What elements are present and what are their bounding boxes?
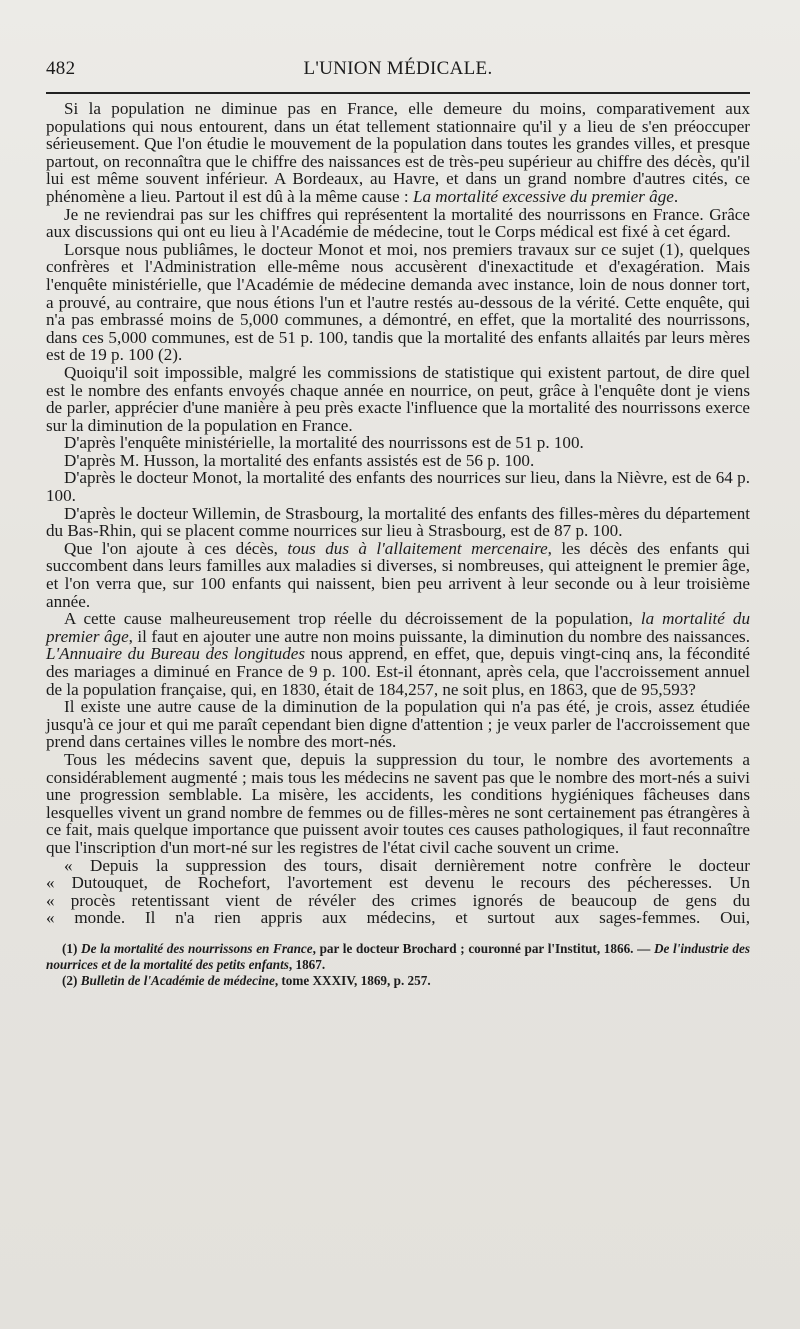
text-run: . bbox=[673, 186, 679, 206]
italic-text: De la mortalité des nourrissons en France bbox=[81, 940, 313, 956]
footnote bbox=[46, 973, 750, 989]
text-run: Quoiqu'il soit impossible, malgré les commissions de statistique qui existent partout, de dire quel est le nombre des enfants envoyés chaque année en nourrice, on peut, grâce à l'enquête dont je viens de parler, apprécier d'une manière à peu près exacte l'influence que la mortalité des nourrissons exerce sur la diminution de la population en France. bbox=[46, 362, 750, 435]
paragraph bbox=[46, 206, 750, 241]
paragraph bbox=[46, 698, 750, 751]
quote-line: « procès retentissant vient de révéler des crimes ignorés de beaucoup de gens du bbox=[46, 890, 750, 910]
text-run: Lorsque nous publiâmes, le docteur Monot et moi, nos premiers travaux sur ce sujet (1), quelques confrères et l'Administration elle-même nous accusèrent d'inexactitude et d'exagération. Mais l'enquête ministérielle, que l'Académie de médecine demanda avec instance, loin de nous donner tort, a prouvé, au contraire, que nous étions l'un et l'autre restés au-dessous de la vérité. Cette enquête, qui n'a pas embrassé moins de 5,000 communes, a démontré, en effet, que la mortalité des nourrissons, dans ces 5,000 communes, est de 51 p. 100, tandis que la mortalité des enfants allaités par leurs mères est de 19 p. 100 (2). bbox=[46, 239, 750, 365]
italic-text: De l'industrie des nourrices et de la mortalité des petits enfants bbox=[46, 940, 750, 972]
text-run: (2) bbox=[62, 972, 81, 988]
italic-text: tous dus à l'allaitement mercenaire bbox=[287, 538, 548, 558]
paragraph bbox=[46, 610, 750, 698]
paragraph bbox=[46, 505, 750, 540]
paragraph bbox=[46, 434, 750, 452]
text-run: , tome XXXIV, 1869, p. 257. bbox=[274, 972, 431, 988]
text-run: D'après M. Husson, la mortalité des enfants assistés est de 56 p. 100. bbox=[64, 450, 535, 470]
header-rule bbox=[46, 92, 750, 94]
paragraph bbox=[46, 241, 750, 364]
footnotes bbox=[46, 941, 750, 989]
text-run: Il existe une autre cause de la diminution de la population qui n'a pas été, je crois, assez étudiée jusqu'à ce jour et qui me paraît cependant bien digne d'attention ; je veux parler de l'accroissement que prend dans certaines villes le nombre des mort-nés. bbox=[46, 697, 750, 752]
text-run: D'après l'enquête ministérielle, la mortalité des nourrissons est de 51 p. 100. bbox=[64, 433, 584, 453]
text-run: , il faut en ajouter une autre non moins puissante, la diminution du nombre des naissances. bbox=[128, 626, 750, 646]
footnote bbox=[46, 941, 750, 973]
italic-text: la mortalité du premier âge bbox=[46, 609, 750, 646]
paragraph bbox=[46, 469, 750, 504]
italic-text: Bulletin de l'Académie de médecine bbox=[80, 972, 275, 988]
text-run: nous apprend, en effet, que, depuis vingt-cinq ans, la fécondité des mariages a diminué en France de 9 p. 100. Est-il étonnant, après cela, que l'accroissement annuel de la population française, qui, en 1830, était de 184,257, ne soit plus, en 1863, que de 95,593? bbox=[46, 644, 751, 699]
page-number: 482 bbox=[46, 58, 76, 79]
article-body bbox=[46, 100, 750, 927]
quote-line: « monde. Il n'a rien appris aux médecins, et surtout aux sages-femmes. Oui, bbox=[46, 908, 750, 928]
paragraph bbox=[46, 751, 750, 857]
text-run: Je ne reviendrai pas sur les chiffres qui représentent la mortalité des nourrissons en France. Grâce aux discussions qui ont eu lieu à l'Académie de médecine, tout le Corps médical est fixé à cet égard. bbox=[46, 204, 750, 242]
paragraph bbox=[46, 540, 750, 610]
quotation-block bbox=[46, 857, 750, 927]
text-run: , 1867. bbox=[288, 956, 326, 972]
paragraph bbox=[46, 452, 750, 470]
quote-line: « Depuis la suppression des tours, disait dernièrement notre confrère le docteur bbox=[64, 855, 750, 875]
paragraph bbox=[46, 100, 750, 206]
paragraph-list bbox=[46, 100, 750, 857]
text-run: Si la population ne diminue pas en France, elle demeure du moins, comparativement aux populations qui nous entourent, dans un état tellement stationnaire qu'il y a lieu de s'en préoccuper sérieusement. Que l'on étudie le mouvement de la population dans toutes les grandes villes, et presque partout, on reconnaîtra que le chiffre des naissances est de très-peu supérieur au chiffre des décès, qu'il lui est même souvent inférieur. A Bordeaux, au Havre, et dans un grand nombre d'autres cités, ce phénomène a lieu. Partout il est dû à la même cause : bbox=[46, 99, 750, 206]
text-run: , par le docteur Brochard ; couronné par l'Institut, 1866. — bbox=[312, 940, 654, 956]
text-run: Tous les médecins savent que, depuis la suppression du tour, le nombre des avortements a considérablement augmenté ; mais tous les médecins ne savent pas que le nombre des mort-nés a suivi une progression semblable. La misère, les accidents, les conditions hygiéniques fâcheuses dans lesquelles vivent un grand nombre de femmes ou de filles-mères ne sont certainement pas étrangères à ce fait, mais quelque importance que puissent avoir toutes ces causes pathologiques, il faut reconnaître que l'inscription d'un mort-né sur les registres de l'état civil cache souvent un crime. bbox=[46, 749, 750, 857]
running-head bbox=[46, 58, 750, 88]
text-run: , les décès des enfants qui succombent dans leurs familles aux maladies si diverses, si nombreuses, qui atteignent le premier âge, et l'on verra que, sur 100 enfants qui naissent, bien peu arrivent à leur seconde ou à leur troisième année. bbox=[46, 538, 750, 611]
italic-text: La mortalité excessive du premier âge bbox=[412, 186, 674, 206]
text-run: A cette cause malheureusement trop réelle du décroissement de la population, bbox=[64, 609, 641, 629]
journal-title: L'UNION MÉDICALE. bbox=[303, 58, 493, 79]
quote-line: « Dutouquet, de Rochefort, l'avortement est devenu le recours des pécheresses. Un bbox=[46, 873, 750, 893]
text-run: D'après le docteur Willemin, de Strasbourg, la mortalité des enfants des filles-mères du département du Bas-Rhin, qui se placent comme nourrices sur lieu à Strasbourg, est de 87 p. 100. bbox=[46, 503, 750, 541]
text-run: Que l'on ajoute à ces décès, bbox=[64, 538, 288, 558]
italic-text: L'Annuaire du Bureau des longitudes bbox=[46, 644, 305, 664]
text-run: (1) bbox=[62, 940, 82, 956]
text-run: D'après le docteur Monot, la mortalité des enfants des nourrices sur lieu, dans la Nièvre, est de 64 p. 100. bbox=[46, 468, 750, 506]
paragraph bbox=[46, 364, 750, 434]
